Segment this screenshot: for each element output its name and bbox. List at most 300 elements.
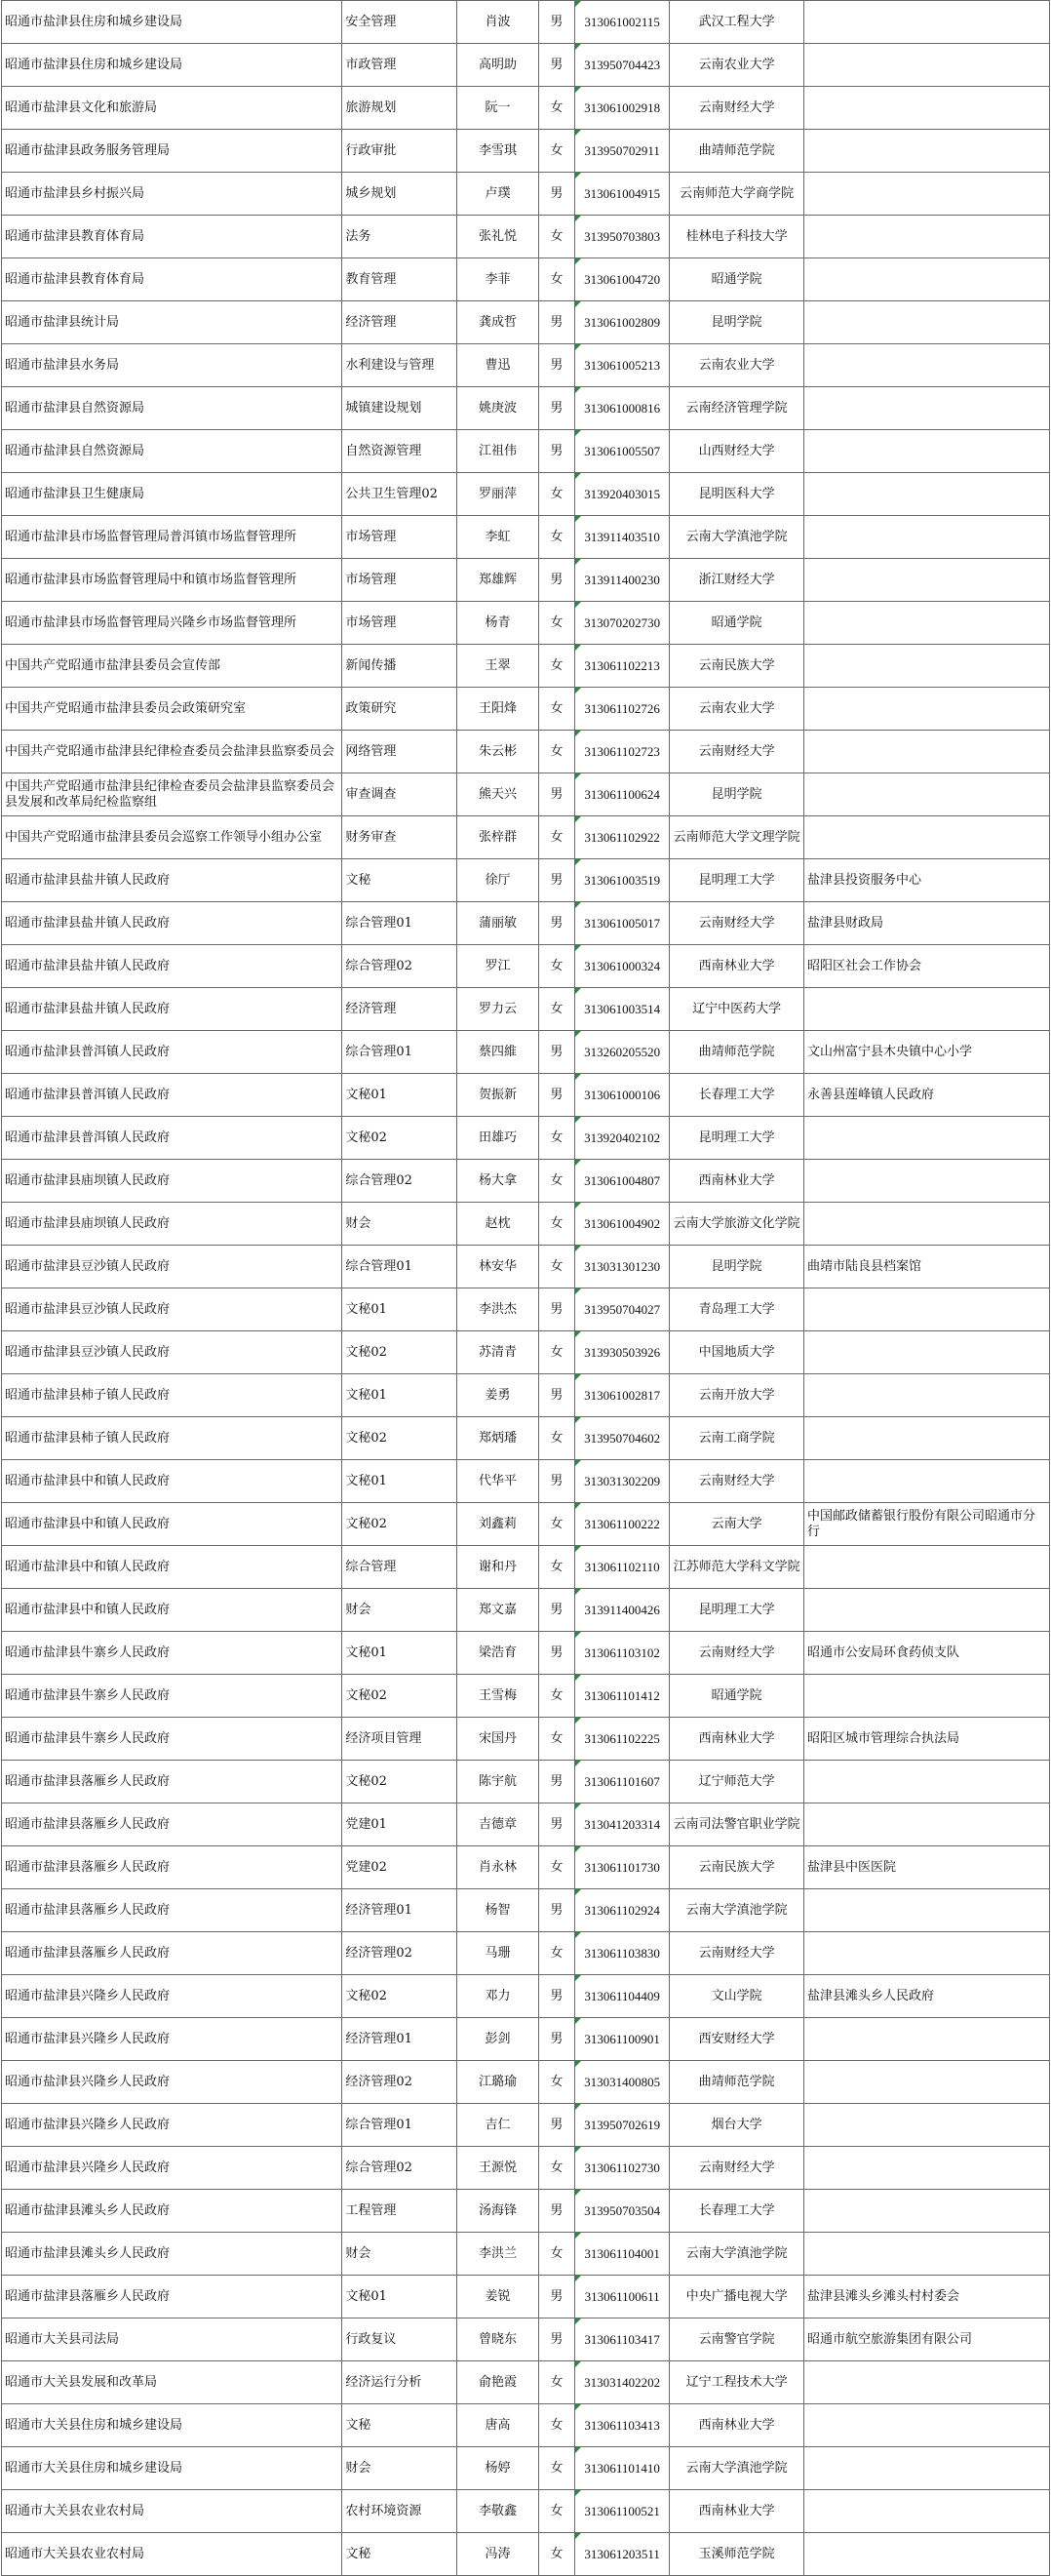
position-cell: 文秘01 xyxy=(342,1288,457,1331)
position-cell: 综合管理 xyxy=(342,1546,457,1589)
name-cell: 罗力云 xyxy=(456,988,538,1031)
position-cell: 文秘02 xyxy=(342,1117,457,1160)
work-unit-cell: 昭阳区城市管理综合执法局 xyxy=(804,1718,1050,1761)
position-cell: 综合管理01 xyxy=(342,1246,457,1288)
name-cell: 曾晓东 xyxy=(456,2318,538,2361)
exam-id-cell: 313061100222 xyxy=(574,1503,669,1546)
sex-cell: 女 xyxy=(538,988,574,1031)
school-cell: 文山学院 xyxy=(670,1975,804,2018)
sex-cell: 男 xyxy=(538,1803,574,1846)
sex-cell: 男 xyxy=(538,1761,574,1803)
school-cell: 云南民族大学 xyxy=(670,645,804,688)
unit-cell: 昭通市盐津县落雁乡人民政府 xyxy=(2,2276,342,2318)
name-cell: 吉德章 xyxy=(456,1803,538,1846)
unit-cell: 昭通市盐津县落雁乡人民政府 xyxy=(2,1846,342,1889)
exam-id-cell: 313061100901 xyxy=(574,2018,669,2061)
table-row xyxy=(2,473,1050,516)
unit-cell: 昭通市盐津县牛寨乡人民政府 xyxy=(2,1675,342,1718)
name-cell: 冯涛 xyxy=(456,2533,538,2576)
exam-id-cell: 313061100611 xyxy=(574,2276,669,2318)
work-unit-cell xyxy=(804,1460,1050,1503)
school-cell: 长春理工大学 xyxy=(670,1074,804,1117)
position-cell: 经济管理02 xyxy=(342,1932,457,1975)
name-cell: 李敬鑫 xyxy=(456,2490,538,2533)
table-row xyxy=(2,816,1050,859)
name-cell: 宋国丹 xyxy=(456,1718,538,1761)
table-row xyxy=(2,1889,1050,1932)
school-cell: 云南大学滇池学院 xyxy=(670,516,804,559)
sex-cell: 女 xyxy=(538,130,574,173)
work-unit-cell xyxy=(804,1288,1050,1331)
work-unit-cell: 昭阳区社会工作协会 xyxy=(804,945,1050,988)
exam-id-cell: 313061104409 xyxy=(574,1975,669,2018)
name-cell: 张礼悦 xyxy=(456,216,538,258)
work-unit-cell: 中国邮政储蓄银行股份有限公司昭通市分行 xyxy=(804,1503,1050,1546)
unit-cell: 昭通市盐津县盐井镇人民政府 xyxy=(2,945,342,988)
position-cell: 文秘01 xyxy=(342,1460,457,1503)
position-cell: 文秘02 xyxy=(342,1675,457,1718)
school-cell: 云南农业大学 xyxy=(670,688,804,731)
sex-cell: 男 xyxy=(538,2276,574,2318)
position-cell: 市场管理 xyxy=(342,516,457,559)
unit-cell: 中国共产党昭通市盐津县委员会宣传部 xyxy=(2,645,342,688)
sex-cell: 女 xyxy=(538,645,574,688)
unit-cell: 昭通市盐津县普洱镇人民政府 xyxy=(2,1117,342,1160)
table-row xyxy=(2,1074,1050,1117)
unit-cell: 昭通市盐津县卫生健康局 xyxy=(2,473,342,516)
name-cell: 代华平 xyxy=(456,1460,538,1503)
unit-cell: 昭通市盐津县中和镇人民政府 xyxy=(2,1589,342,1632)
exam-id-cell: 313061102213 xyxy=(574,645,669,688)
name-cell: 李雪琪 xyxy=(456,130,538,173)
sex-cell: 女 xyxy=(538,216,574,258)
sex-cell: 男 xyxy=(538,1,574,44)
sex-cell: 男 xyxy=(538,2104,574,2147)
position-cell: 水利建设与管理 xyxy=(342,344,457,387)
exam-id-cell: 313031301230 xyxy=(574,1246,669,1288)
position-cell: 市场管理 xyxy=(342,602,457,645)
school-cell: 昆明理工大学 xyxy=(670,859,804,902)
work-unit-cell xyxy=(804,816,1050,859)
sex-cell: 男 xyxy=(538,2018,574,2061)
table-row xyxy=(2,44,1050,87)
sex-cell: 女 xyxy=(538,945,574,988)
unit-cell: 昭通市盐津县豆沙镇人民政府 xyxy=(2,1246,342,1288)
table-row xyxy=(2,87,1050,130)
work-unit-cell xyxy=(804,1417,1050,1460)
sex-cell: 男 xyxy=(538,1374,574,1417)
sex-cell: 女 xyxy=(538,2361,574,2404)
school-cell: 云南财经大学 xyxy=(670,1632,804,1675)
table-row xyxy=(2,130,1050,173)
exam-id-cell: 313061102730 xyxy=(574,2147,669,2190)
work-unit-cell xyxy=(804,2361,1050,2404)
exam-id-cell: 313061100624 xyxy=(574,773,669,816)
unit-cell: 中国共产党昭通市盐津县纪律检查委员会盐津县监察委员会县发展和改革局纪检监察组 xyxy=(2,773,342,816)
work-unit-cell: 盐津县投资服务中心 xyxy=(804,859,1050,902)
position-cell: 文秘 xyxy=(342,2533,457,2576)
position-cell: 行政复议 xyxy=(342,2318,457,2361)
school-cell: 曲靖师范学院 xyxy=(670,1031,804,1074)
sex-cell: 男 xyxy=(538,1889,574,1932)
position-cell: 文秘01 xyxy=(342,1632,457,1675)
work-unit-cell xyxy=(804,559,1050,602)
name-cell: 罗江 xyxy=(456,945,538,988)
work-unit-cell: 永善县莲峰镇人民政府 xyxy=(804,1074,1050,1117)
work-unit-cell xyxy=(804,258,1050,301)
position-cell: 旅游规划 xyxy=(342,87,457,130)
unit-cell: 昭通市盐津县水务局 xyxy=(2,344,342,387)
table-row xyxy=(2,1803,1050,1846)
position-cell: 教育管理 xyxy=(342,258,457,301)
name-cell: 吉仁 xyxy=(456,2104,538,2147)
school-cell: 云南大学 xyxy=(670,1503,804,1546)
exam-id-cell: 313950703803 xyxy=(574,216,669,258)
name-cell: 蔡四維 xyxy=(456,1031,538,1074)
exam-id-cell: 313061101410 xyxy=(574,2447,669,2490)
table-row xyxy=(2,1675,1050,1718)
sex-cell: 男 xyxy=(538,559,574,602)
sex-cell: 女 xyxy=(538,688,574,731)
table-row xyxy=(2,1,1050,44)
sex-cell: 女 xyxy=(538,2404,574,2447)
exam-id-cell: 313920402102 xyxy=(574,1117,669,1160)
school-cell: 云南大学旅游文化学院 xyxy=(670,1203,804,1246)
position-cell: 财务审查 xyxy=(342,816,457,859)
unit-cell: 昭通市盐津县市场监督管理局兴隆乡市场监督管理所 xyxy=(2,602,342,645)
exam-id-cell: 313061000816 xyxy=(574,387,669,430)
sex-cell: 男 xyxy=(538,344,574,387)
name-cell: 王雪梅 xyxy=(456,1675,538,1718)
school-cell: 西南林业大学 xyxy=(670,1160,804,1203)
name-cell: 江祖伟 xyxy=(456,430,538,473)
position-cell: 市场管理 xyxy=(342,559,457,602)
name-cell: 林安华 xyxy=(456,1246,538,1288)
table-row xyxy=(2,1632,1050,1675)
table-row xyxy=(2,2104,1050,2147)
school-cell: 云南师范大学文理学院 xyxy=(670,816,804,859)
work-unit-cell xyxy=(804,2147,1050,2190)
exam-id-cell: 313061102110 xyxy=(574,1546,669,1589)
exam-id-cell: 313061002918 xyxy=(574,87,669,130)
exam-id-cell: 313061101607 xyxy=(574,1761,669,1803)
school-cell: 中央广播电视大学 xyxy=(670,2276,804,2318)
work-unit-cell xyxy=(804,87,1050,130)
table-row xyxy=(2,216,1050,258)
school-cell: 烟台大学 xyxy=(670,2104,804,2147)
sex-cell: 男 xyxy=(538,1460,574,1503)
school-cell: 西安财经大学 xyxy=(670,2018,804,2061)
position-cell: 经济管理 xyxy=(342,301,457,344)
position-cell: 综合管理02 xyxy=(342,1160,457,1203)
school-cell: 云南经济管理学院 xyxy=(670,387,804,430)
name-cell: 赵枕 xyxy=(456,1203,538,1246)
school-cell: 辽宁中医药大学 xyxy=(670,988,804,1031)
position-cell: 文秘 xyxy=(342,2404,457,2447)
work-unit-cell xyxy=(804,1117,1050,1160)
table-row xyxy=(2,387,1050,430)
unit-cell: 昭通市盐津县乡村振兴局 xyxy=(2,173,342,216)
school-cell: 江苏师范大学科文学院 xyxy=(670,1546,804,1589)
table-row xyxy=(2,1160,1050,1203)
unit-cell: 昭通市盐津县市场监督管理局中和镇市场监督管理所 xyxy=(2,559,342,602)
school-cell: 云南财经大学 xyxy=(670,1932,804,1975)
unit-cell: 昭通市盐津县盐井镇人民政府 xyxy=(2,988,342,1031)
sex-cell: 女 xyxy=(538,1675,574,1718)
sex-cell: 男 xyxy=(538,1074,574,1117)
work-unit-cell xyxy=(804,301,1050,344)
work-unit-cell xyxy=(804,2490,1050,2533)
name-cell: 姜勇 xyxy=(456,1374,538,1417)
position-cell: 党建02 xyxy=(342,1846,457,1889)
table-row xyxy=(2,645,1050,688)
exam-id-cell: 313061103417 xyxy=(574,2318,669,2361)
unit-cell: 中国共产党昭通市盐津县纪律检查委员会盐津县监察委员会 xyxy=(2,731,342,773)
exam-id-cell: 313930503926 xyxy=(574,1331,669,1374)
school-cell: 昭通学院 xyxy=(670,602,804,645)
work-unit-cell xyxy=(804,1932,1050,1975)
sex-cell: 男 xyxy=(538,1288,574,1331)
name-cell: 彭剑 xyxy=(456,2018,538,2061)
table-row xyxy=(2,1374,1050,1417)
table-row xyxy=(2,1546,1050,1589)
position-cell: 财会 xyxy=(342,2233,457,2276)
school-cell: 辽宁工程技术大学 xyxy=(670,2361,804,2404)
name-cell: 姜锐 xyxy=(456,2276,538,2318)
unit-cell: 昭通市盐津县教育体育局 xyxy=(2,258,342,301)
exam-id-cell: 313061103830 xyxy=(574,1932,669,1975)
sex-cell: 男 xyxy=(538,902,574,945)
name-cell: 曹迅 xyxy=(456,344,538,387)
work-unit-cell xyxy=(804,1160,1050,1203)
name-cell: 邓力 xyxy=(456,1975,538,2018)
exam-id-cell: 313061003514 xyxy=(574,988,669,1031)
school-cell: 云南司法警官职业学院 xyxy=(670,1803,804,1846)
unit-cell: 昭通市盐津县庙坝镇人民政府 xyxy=(2,1203,342,1246)
work-unit-cell xyxy=(804,2190,1050,2233)
exam-id-cell: 313061004807 xyxy=(574,1160,669,1203)
name-cell: 俞艳霞 xyxy=(456,2361,538,2404)
exam-id-cell: 313061203511 xyxy=(574,2533,669,2576)
exam-id-cell: 313041203314 xyxy=(574,1803,669,1846)
sex-cell: 男 xyxy=(538,44,574,87)
table-row xyxy=(2,773,1050,816)
table-row xyxy=(2,902,1050,945)
table-row xyxy=(2,688,1050,731)
work-unit-cell xyxy=(804,2104,1050,2147)
unit-cell: 昭通市盐津县住房和城乡建设局 xyxy=(2,1,342,44)
position-cell: 城镇建设规划 xyxy=(342,387,457,430)
sex-cell: 男 xyxy=(538,301,574,344)
unit-cell: 昭通市盐津县豆沙镇人民政府 xyxy=(2,1331,342,1374)
work-unit-cell xyxy=(804,1803,1050,1846)
position-cell: 文秘01 xyxy=(342,1374,457,1417)
unit-cell: 昭通市盐津县中和镇人民政府 xyxy=(2,1546,342,1589)
exam-id-cell: 313061005213 xyxy=(574,344,669,387)
name-cell: 刘鑫莉 xyxy=(456,1503,538,1546)
sex-cell: 男 xyxy=(538,859,574,902)
work-unit-cell xyxy=(804,2447,1050,2490)
table-row xyxy=(2,1246,1050,1288)
name-cell: 马珊 xyxy=(456,1932,538,1975)
school-cell: 昆明学院 xyxy=(670,301,804,344)
position-cell: 文秘02 xyxy=(342,1975,457,2018)
unit-cell: 昭通市大关县住房和城乡建设局 xyxy=(2,2404,342,2447)
position-cell: 自然资源管理 xyxy=(342,430,457,473)
name-cell: 江璐瑜 xyxy=(456,2061,538,2104)
position-cell: 财会 xyxy=(342,1203,457,1246)
work-unit-cell xyxy=(804,1546,1050,1589)
exam-id-cell: 313950702619 xyxy=(574,2104,669,2147)
exam-id-cell: 313061000324 xyxy=(574,945,669,988)
name-cell: 姚庚波 xyxy=(456,387,538,430)
school-cell: 云南警官学院 xyxy=(670,2318,804,2361)
work-unit-cell: 曲靖市陆良县档案馆 xyxy=(804,1246,1050,1288)
work-unit-cell: 盐津县滩头乡人民政府 xyxy=(804,1975,1050,2018)
work-unit-cell xyxy=(804,1203,1050,1246)
exam-id-cell: 313911403510 xyxy=(574,516,669,559)
exam-id-cell: 313070202730 xyxy=(574,602,669,645)
table-row xyxy=(2,301,1050,344)
table-row xyxy=(2,1503,1050,1546)
exam-id-cell: 313061103413 xyxy=(574,2404,669,2447)
name-cell: 龚成哲 xyxy=(456,301,538,344)
work-unit-cell xyxy=(804,988,1050,1031)
position-cell: 城乡规划 xyxy=(342,173,457,216)
table-row xyxy=(2,1117,1050,1160)
exam-id-cell: 313061102924 xyxy=(574,1889,669,1932)
sex-cell: 女 xyxy=(538,1546,574,1589)
work-unit-cell xyxy=(804,773,1050,816)
name-cell: 朱云彬 xyxy=(456,731,538,773)
name-cell: 罗丽萍 xyxy=(456,473,538,516)
unit-cell: 昭通市盐津县自然资源局 xyxy=(2,387,342,430)
position-cell: 网络管理 xyxy=(342,731,457,773)
position-cell: 文秘02 xyxy=(342,1331,457,1374)
name-cell: 徐厅 xyxy=(456,859,538,902)
school-cell: 云南财经大学 xyxy=(670,87,804,130)
work-unit-cell xyxy=(804,1889,1050,1932)
exam-id-cell: 313061102922 xyxy=(574,816,669,859)
position-cell: 经济管理02 xyxy=(342,2061,457,2104)
work-unit-cell xyxy=(804,1675,1050,1718)
sex-cell: 女 xyxy=(538,1160,574,1203)
unit-cell: 昭通市大关县农业农村局 xyxy=(2,2533,342,2576)
table-row xyxy=(2,1761,1050,1803)
exam-id-cell: 313061002817 xyxy=(574,1374,669,1417)
unit-cell: 昭通市盐津县住房和城乡建设局 xyxy=(2,44,342,87)
unit-cell: 昭通市盐津县落雁乡人民政府 xyxy=(2,1761,342,1803)
work-unit-cell xyxy=(804,2404,1050,2447)
school-cell: 昭通学院 xyxy=(670,1675,804,1718)
school-cell: 西南林业大学 xyxy=(670,2404,804,2447)
table-row xyxy=(2,173,1050,216)
position-cell: 审查调查 xyxy=(342,773,457,816)
work-unit-cell xyxy=(804,645,1050,688)
table-row xyxy=(2,1417,1050,1460)
roster-table xyxy=(1,0,1050,2576)
unit-cell: 昭通市盐津县教育体育局 xyxy=(2,216,342,258)
name-cell: 唐高 xyxy=(456,2404,538,2447)
table-row xyxy=(2,344,1050,387)
work-unit-cell: 盐津县中医医院 xyxy=(804,1846,1050,1889)
position-cell: 综合管理01 xyxy=(342,1031,457,1074)
exam-id-cell: 313061004902 xyxy=(574,1203,669,1246)
school-cell: 云南财经大学 xyxy=(670,2147,804,2190)
name-cell: 苏清青 xyxy=(456,1331,538,1374)
position-cell: 文秘 xyxy=(342,859,457,902)
unit-cell: 昭通市盐津县中和镇人民政府 xyxy=(2,1503,342,1546)
school-cell: 云南农业大学 xyxy=(670,344,804,387)
position-cell: 综合管理02 xyxy=(342,945,457,988)
name-cell: 阮一 xyxy=(456,87,538,130)
work-unit-cell xyxy=(804,602,1050,645)
position-cell: 法务 xyxy=(342,216,457,258)
table-row xyxy=(2,1288,1050,1331)
position-cell: 文秘02 xyxy=(342,1503,457,1546)
position-cell: 财会 xyxy=(342,2447,457,2490)
name-cell: 张梓群 xyxy=(456,816,538,859)
school-cell: 云南工商学院 xyxy=(670,1417,804,1460)
unit-cell: 昭通市盐津县庙坝镇人民政府 xyxy=(2,1160,342,1203)
work-unit-cell xyxy=(804,130,1050,173)
unit-cell: 中国共产党昭通市盐津县委员会政策研究室 xyxy=(2,688,342,731)
school-cell: 云南财经大学 xyxy=(670,902,804,945)
exam-id-cell: 313061004720 xyxy=(574,258,669,301)
position-cell: 党建01 xyxy=(342,1803,457,1846)
exam-id-cell: 313950704027 xyxy=(574,1288,669,1331)
table-row xyxy=(2,2190,1050,2233)
sex-cell: 男 xyxy=(538,430,574,473)
exam-id-cell: 313950702911 xyxy=(574,130,669,173)
sex-cell: 女 xyxy=(538,473,574,516)
school-cell: 辽宁师范大学 xyxy=(670,1761,804,1803)
exam-id-cell: 313061100521 xyxy=(574,2490,669,2533)
school-cell: 青岛理工大学 xyxy=(670,1288,804,1331)
unit-cell: 昭通市盐津县牛寨乡人民政府 xyxy=(2,1632,342,1675)
table-row xyxy=(2,988,1050,1031)
school-cell: 中国地质大学 xyxy=(670,1331,804,1374)
sex-cell: 女 xyxy=(538,516,574,559)
position-cell: 安全管理 xyxy=(342,1,457,44)
school-cell: 长春理工大学 xyxy=(670,2190,804,2233)
work-unit-cell xyxy=(804,216,1050,258)
name-cell: 谢和丹 xyxy=(456,1546,538,1589)
unit-cell: 昭通市大关县住房和城乡建设局 xyxy=(2,2447,342,2490)
exam-id-cell: 313950704423 xyxy=(574,44,669,87)
work-unit-cell xyxy=(804,1589,1050,1632)
exam-id-cell: 313950703504 xyxy=(574,2190,669,2233)
school-cell: 桂林电子科技大学 xyxy=(670,216,804,258)
sex-cell: 男 xyxy=(538,1632,574,1675)
position-cell: 综合管理01 xyxy=(342,902,457,945)
name-cell: 蒲丽敏 xyxy=(456,902,538,945)
sex-cell: 女 xyxy=(538,2447,574,2490)
work-unit-cell xyxy=(804,731,1050,773)
unit-cell: 昭通市盐津县文化和旅游局 xyxy=(2,87,342,130)
unit-cell: 昭通市大关县农业农村局 xyxy=(2,2490,342,2533)
exam-id-cell: 313911400426 xyxy=(574,1589,669,1632)
position-cell: 行政审批 xyxy=(342,130,457,173)
table-row xyxy=(2,1932,1050,1975)
name-cell: 杨青 xyxy=(456,602,538,645)
school-cell: 昆明学院 xyxy=(670,773,804,816)
unit-cell: 昭通市盐津县盐井镇人民政府 xyxy=(2,902,342,945)
exam-id-cell: 313061004915 xyxy=(574,173,669,216)
exam-id-cell: 313061101730 xyxy=(574,1846,669,1889)
school-cell: 曲靖师范学院 xyxy=(670,130,804,173)
unit-cell: 昭通市盐津县普洱镇人民政府 xyxy=(2,1031,342,1074)
